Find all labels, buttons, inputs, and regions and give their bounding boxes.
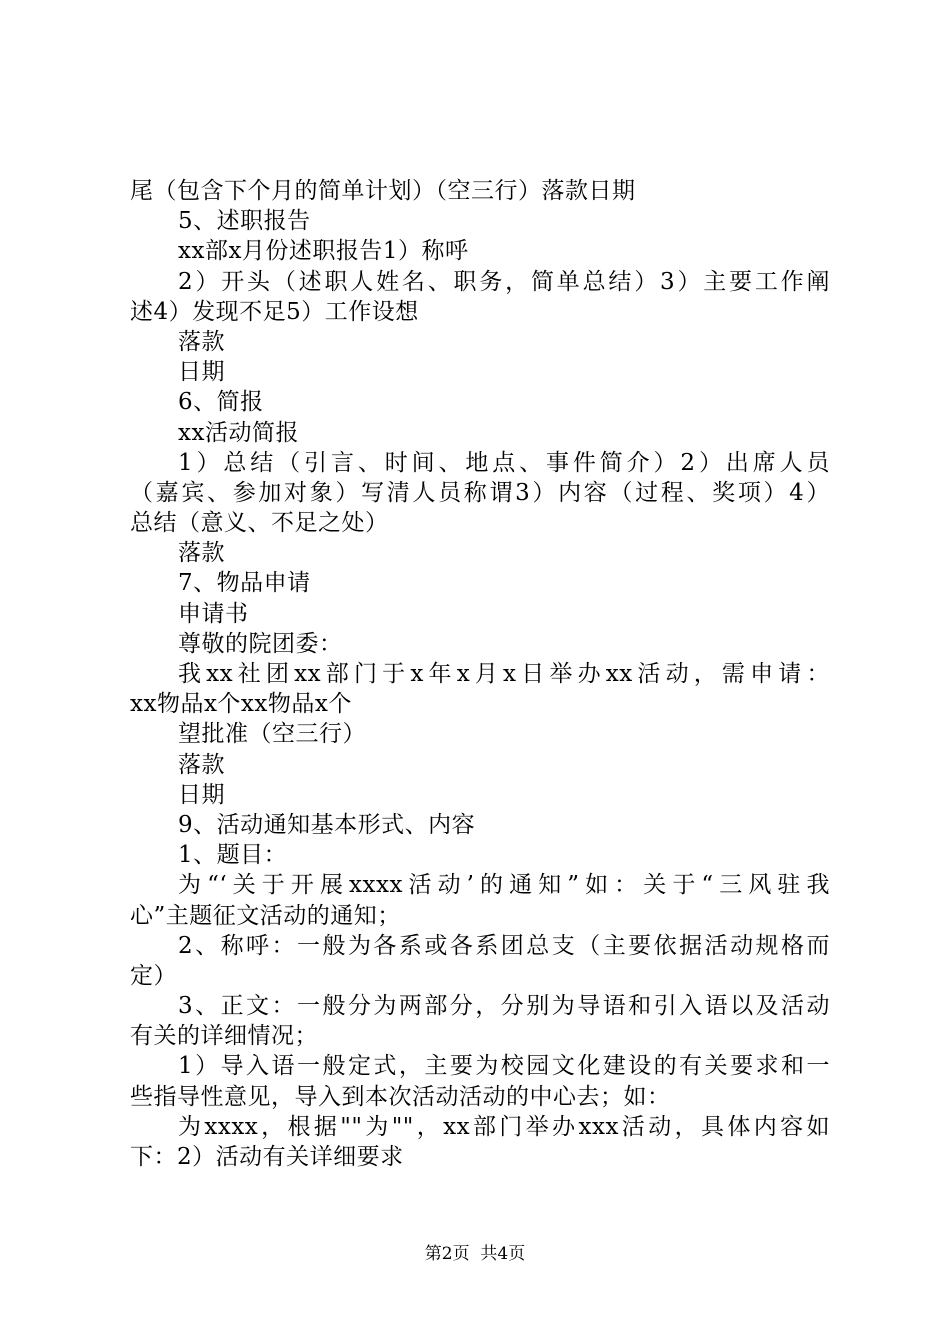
text-line: 1）总结（引言、时间、地点、事件简介）2）出席人员 <box>178 449 830 476</box>
document-body <box>130 176 830 1172</box>
text-line: 3、正文：一般分为两部分，分别为导语和引入语以及活动 <box>178 993 830 1020</box>
text-line: xx活动简报 <box>178 419 299 446</box>
text-line: xx物品x个xx物品x个 <box>130 691 352 718</box>
text-line: 7、物品申请 <box>178 570 311 597</box>
text-line: 落款 <box>178 328 225 355</box>
text-line: 1）导入语一般定式，主要为校园文化建设的有关要求和一 <box>178 1053 830 1080</box>
text-line: 落款 <box>178 751 225 778</box>
text-line: 日期 <box>178 359 225 386</box>
text-line: 望批准（空三行） <box>178 721 366 748</box>
text-line: 述4）发现不足5）工作设想 <box>130 298 419 325</box>
text-line: 尊敬的院团委： <box>178 630 343 657</box>
text-line: 为“‘关于开展xxxx活动’的通知”如：关于“三风驻我 <box>178 872 830 899</box>
text-line: 1、题目： <box>178 842 288 869</box>
text-line: 日期 <box>178 781 225 808</box>
text-line: 有关的详细情况； <box>130 1023 318 1050</box>
text-line: 5、述职报告 <box>178 208 311 235</box>
text-line: 定） <box>130 962 177 989</box>
text-line: 6、简报 <box>178 389 264 416</box>
text-line: （嘉宾、参加对象）写清人员称谓3）内容（过程、奖项）4） <box>130 479 830 506</box>
text-line: xx部x月份述职报告1）称呼 <box>178 238 469 265</box>
text-line: 2）开头（述职人姓名、职务，简单总结）3）主要工作阐 <box>178 268 830 295</box>
text-line: 下：2）活动有关详细要求 <box>130 1144 404 1170</box>
page-footer: 第2页 共4页 <box>424 1244 526 1264</box>
text-line: 总结（意义、不足之处） <box>130 510 389 537</box>
text-line: 为xxxx，根据""为""，xx部门举办xxx活动，具体内容如 <box>178 1113 830 1140</box>
text-line: 9、活动通知基本形式、内容 <box>178 811 476 838</box>
text-line: 我xx社团xx部门于x年x月x日举办xx活动，需申请： <box>178 661 830 687</box>
text-line: 落款 <box>178 540 225 567</box>
text-line: 申请书 <box>178 600 249 627</box>
text-line: 些指导性意见，导入到本次活动活动的中心去；如： <box>130 1083 671 1110</box>
text-line: 2、称呼：一般为各系或各系团总支（主要依据活动规格而 <box>178 932 830 959</box>
text-line: 心”主题征文活动的通知； <box>130 902 401 929</box>
text-line: 尾（包含下个月的简单计划）（空三行）落款日期 <box>130 178 636 204</box>
